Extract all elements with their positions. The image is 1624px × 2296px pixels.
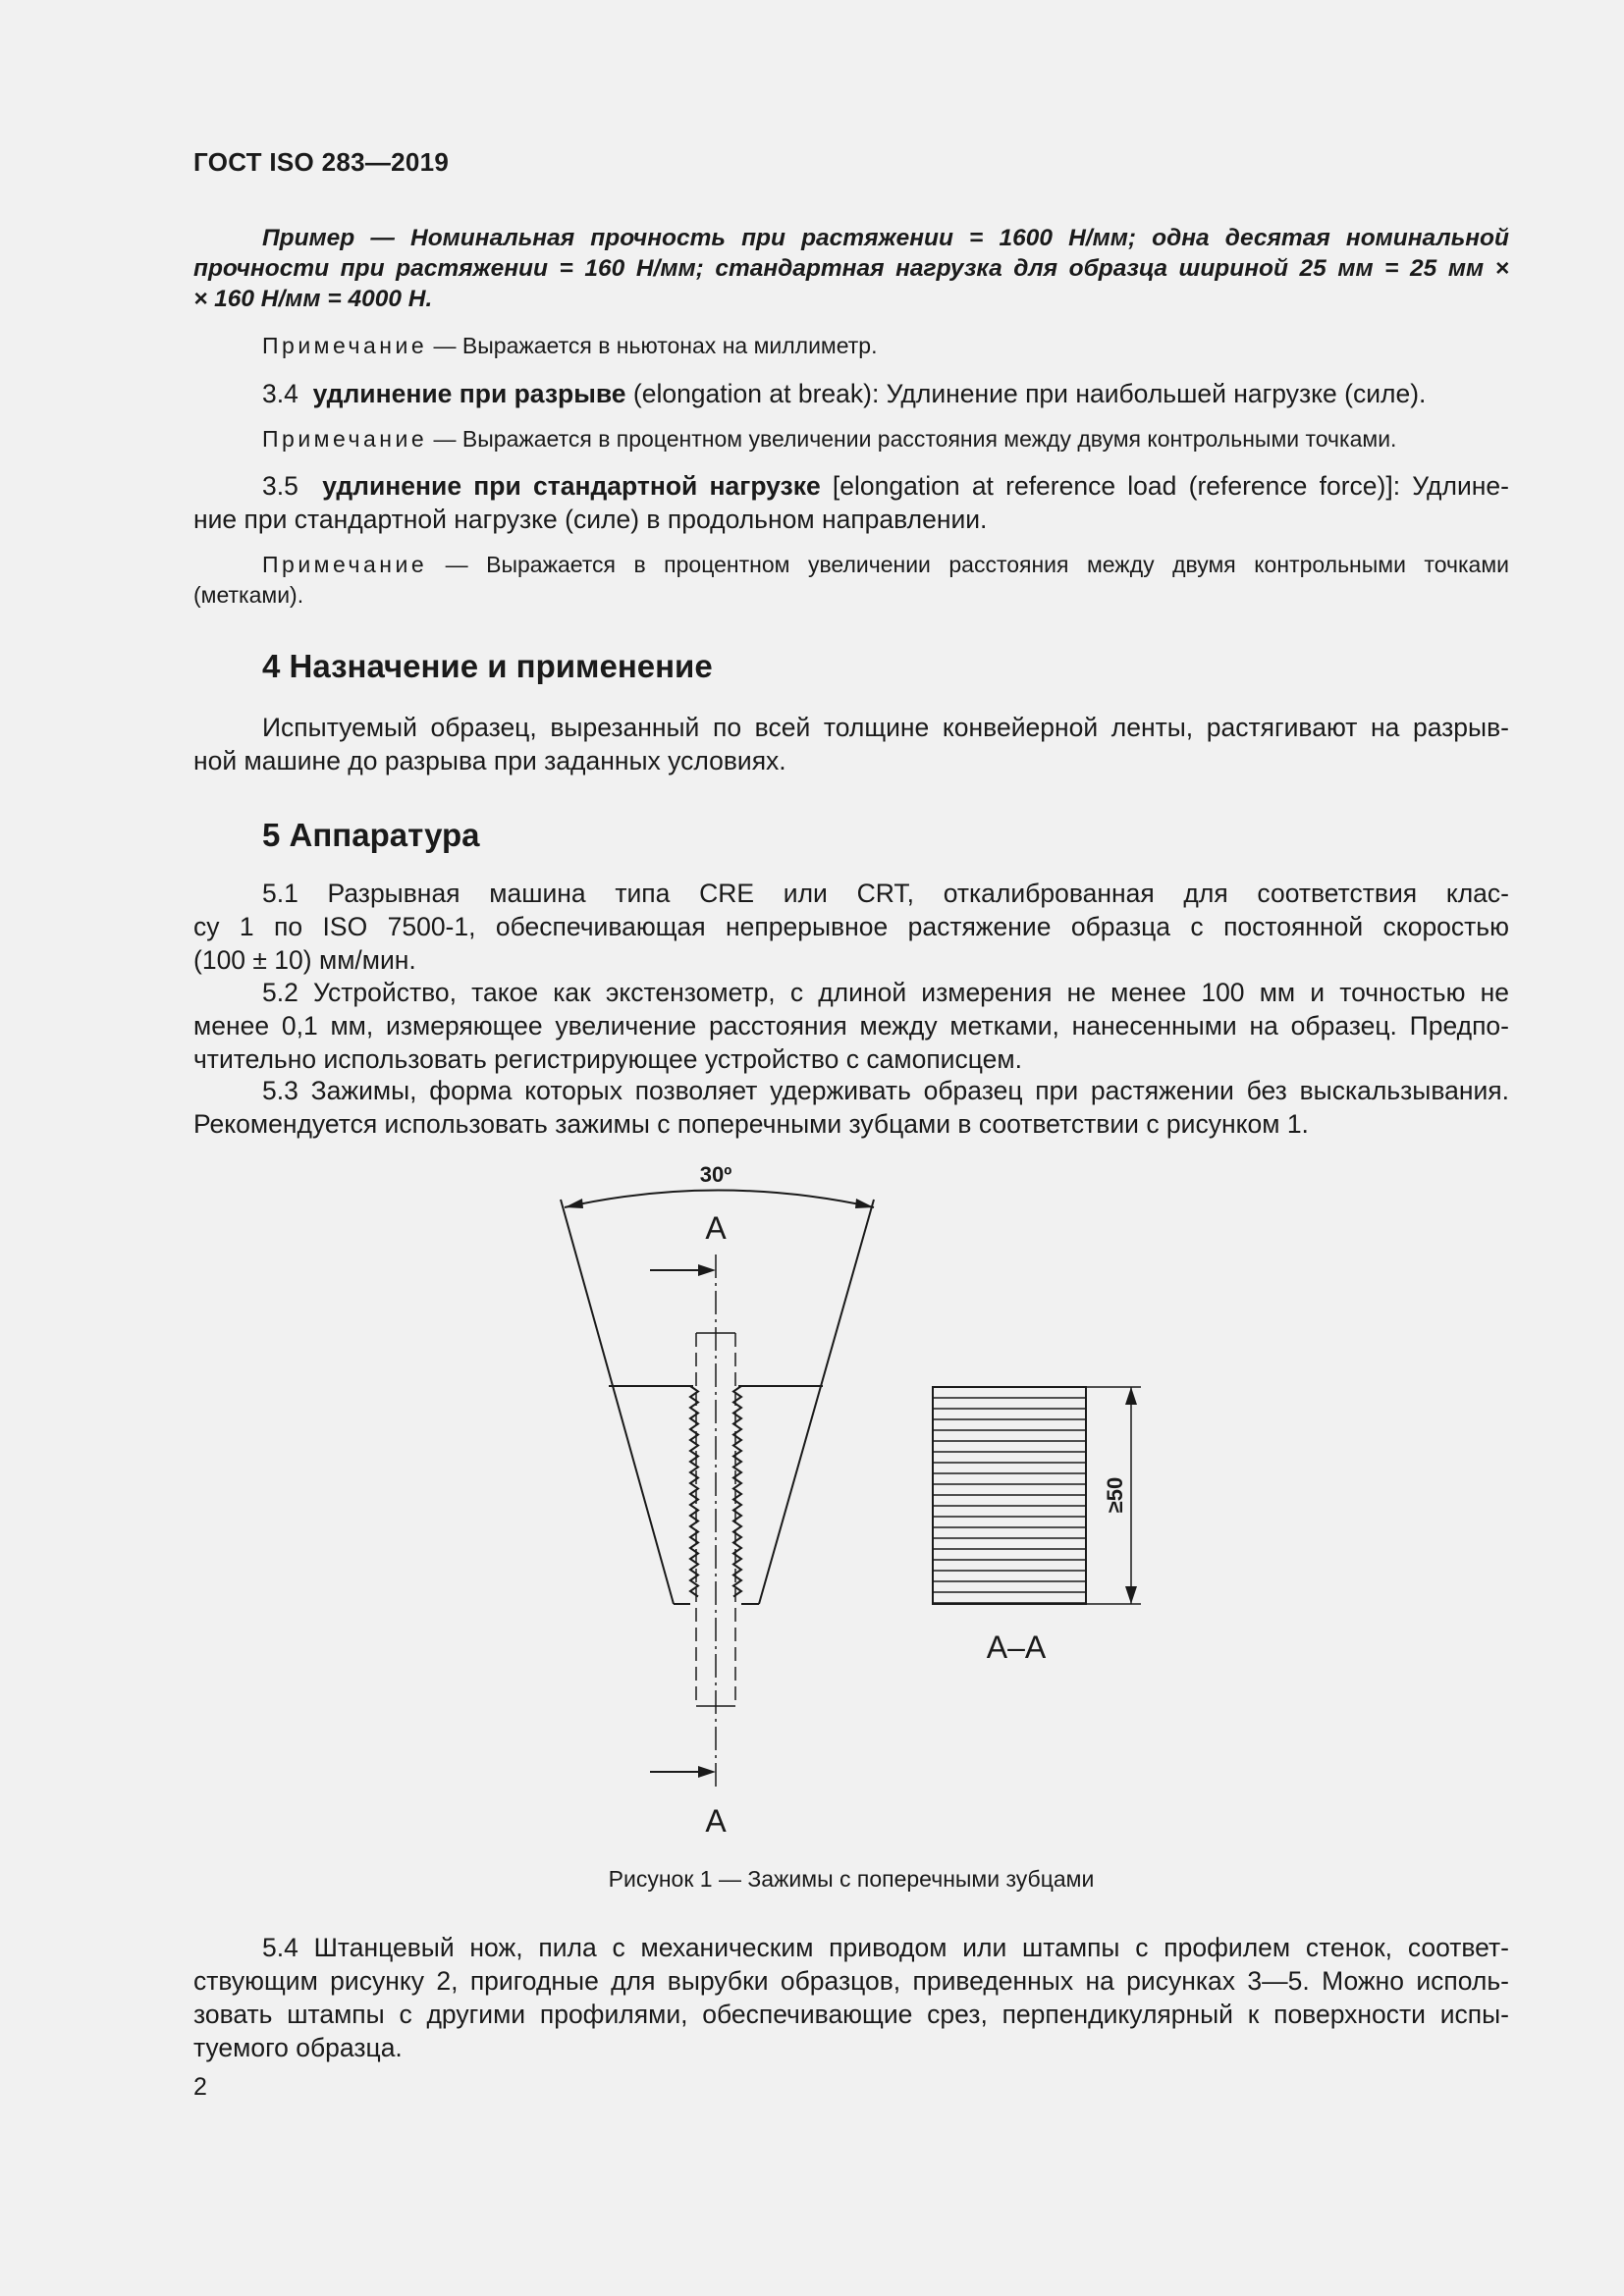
grip-body — [561, 1200, 874, 1604]
paragraph-5-4: 5.4 Штанцевый нож, пила с механическим приводом или штампы с профилем стенок, соответ- ствующим рисунку 2, пригодные для вырубки образцов, приведенных на рисунках 3—5. Можно исполь- зовать штампы с другими профилями, обеспечивающие срез, перпендикулярный к поверхности испы- туемого образца. — [193, 1933, 1509, 2062]
paragraph-5-3: 5.3 Зажимы, форма которых позволяет удерживать образец при растяжении без выскальзывания. Рекомендуется использовать зажимы с поперечными зубцами в соответствии с рисунком 1. — [193, 1076, 1509, 1139]
section-view-label: A–A — [986, 1629, 1047, 1665]
teeth-left — [690, 1386, 698, 1597]
section-mark-top: A — [705, 1210, 727, 1246]
angle-arrow-left — [565, 1199, 583, 1208]
example-paragraph: Пример — Номинальная прочность при растяжении = 1600 Н/мм; одна десятая номинальной прочности при растяжении = 160 Н/мм; стандартная нагрузка для образца шириной 25 мм = 25 мм × × 160 Н/мм = 4000 Н. — [193, 225, 1509, 312]
section-mark-bottom: A — [705, 1803, 727, 1839]
section-arrow-top-head — [698, 1264, 716, 1276]
term-elongation-at-break: удлинение при разрыве — [312, 379, 626, 408]
note-label: Примечание — [262, 552, 428, 577]
section-arrow-bottom-head — [698, 1766, 716, 1778]
paragraph-5-2: 5.2 Устройство, такое как экстензометр, с длиной измерения не менее 100 мм и точностью не менее 0,1 мм, измеряющее увеличение расстояния между метками, нанесенными на образец. Предпо- чтительно использовать регистрирующее устройство с самописцем. — [193, 978, 1509, 1074]
paragraph-5-1: 5.1 Разрывная машина типа CRE или CRT, откалиброванная для соответствия клас- су 1 по ISO 7500-1, обеспечивающая непрерывное растяжение образца с постоянной скоростью (100 ± 10) мм/мин. — [193, 879, 1509, 975]
term-elongation-at-reference-load: удлинение при стандартной нагрузке — [322, 471, 821, 501]
clause-3-4: 3.4 удлинение при разрыве (elongation at break): Удлинение при наибольшей нагрузке (силе). — [262, 379, 1427, 408]
dimension-label: ≥50 — [1103, 1476, 1127, 1514]
section-4-title: 4 Назначение и применение — [262, 648, 713, 684]
section-arrows — [650, 1264, 716, 1778]
note-1: Примечание — Выражается в ньютонах на миллиметр. — [262, 333, 878, 358]
dim-arrow-top — [1125, 1387, 1137, 1405]
page-number: 2 — [193, 2073, 207, 2101]
angle-arc — [565, 1191, 874, 1208]
document-header: ГОСТ ISO 283—2019 — [193, 147, 450, 177]
section-view-a-a — [933, 1387, 1086, 1604]
note-2: Примечание — Выражается в процентном увеличении расстояния между двумя контрольными точками. — [262, 426, 1397, 452]
angle-dimension — [565, 1191, 874, 1209]
note-label: Примечание — [262, 426, 428, 452]
figure-1-caption: Рисунок 1 — Зажимы с поперечными зубцами — [608, 1866, 1095, 1892]
cone-edge-right — [759, 1200, 874, 1604]
angle-label: 30º — [699, 1162, 732, 1187]
tooth-lines — [933, 1398, 1086, 1603]
clause-3-5: 3.5 удлинение при стандартной нагрузке [elongation at reference load (reference force)]: Удлине- ние при стандартной нагрузке (силе) в продольном направлении. — [193, 471, 1509, 534]
cone-edge-left — [561, 1200, 674, 1604]
note-3: Примечание — Выражается в процентном увеличении расстояния между двумя контрольными точками (метками). — [193, 552, 1509, 608]
section-4-paragraph: Испытуемый образец, вырезанный по всей толщине конвейерной ленты, растягивают на разрыв- ной машине до разрыва при заданных условиях. — [193, 713, 1509, 775]
dim-arrow-bottom — [1125, 1586, 1137, 1604]
note-label: Примечание — [262, 333, 428, 358]
teeth-right — [733, 1386, 741, 1597]
section-5-title: 5 Аппаратура — [262, 817, 480, 853]
